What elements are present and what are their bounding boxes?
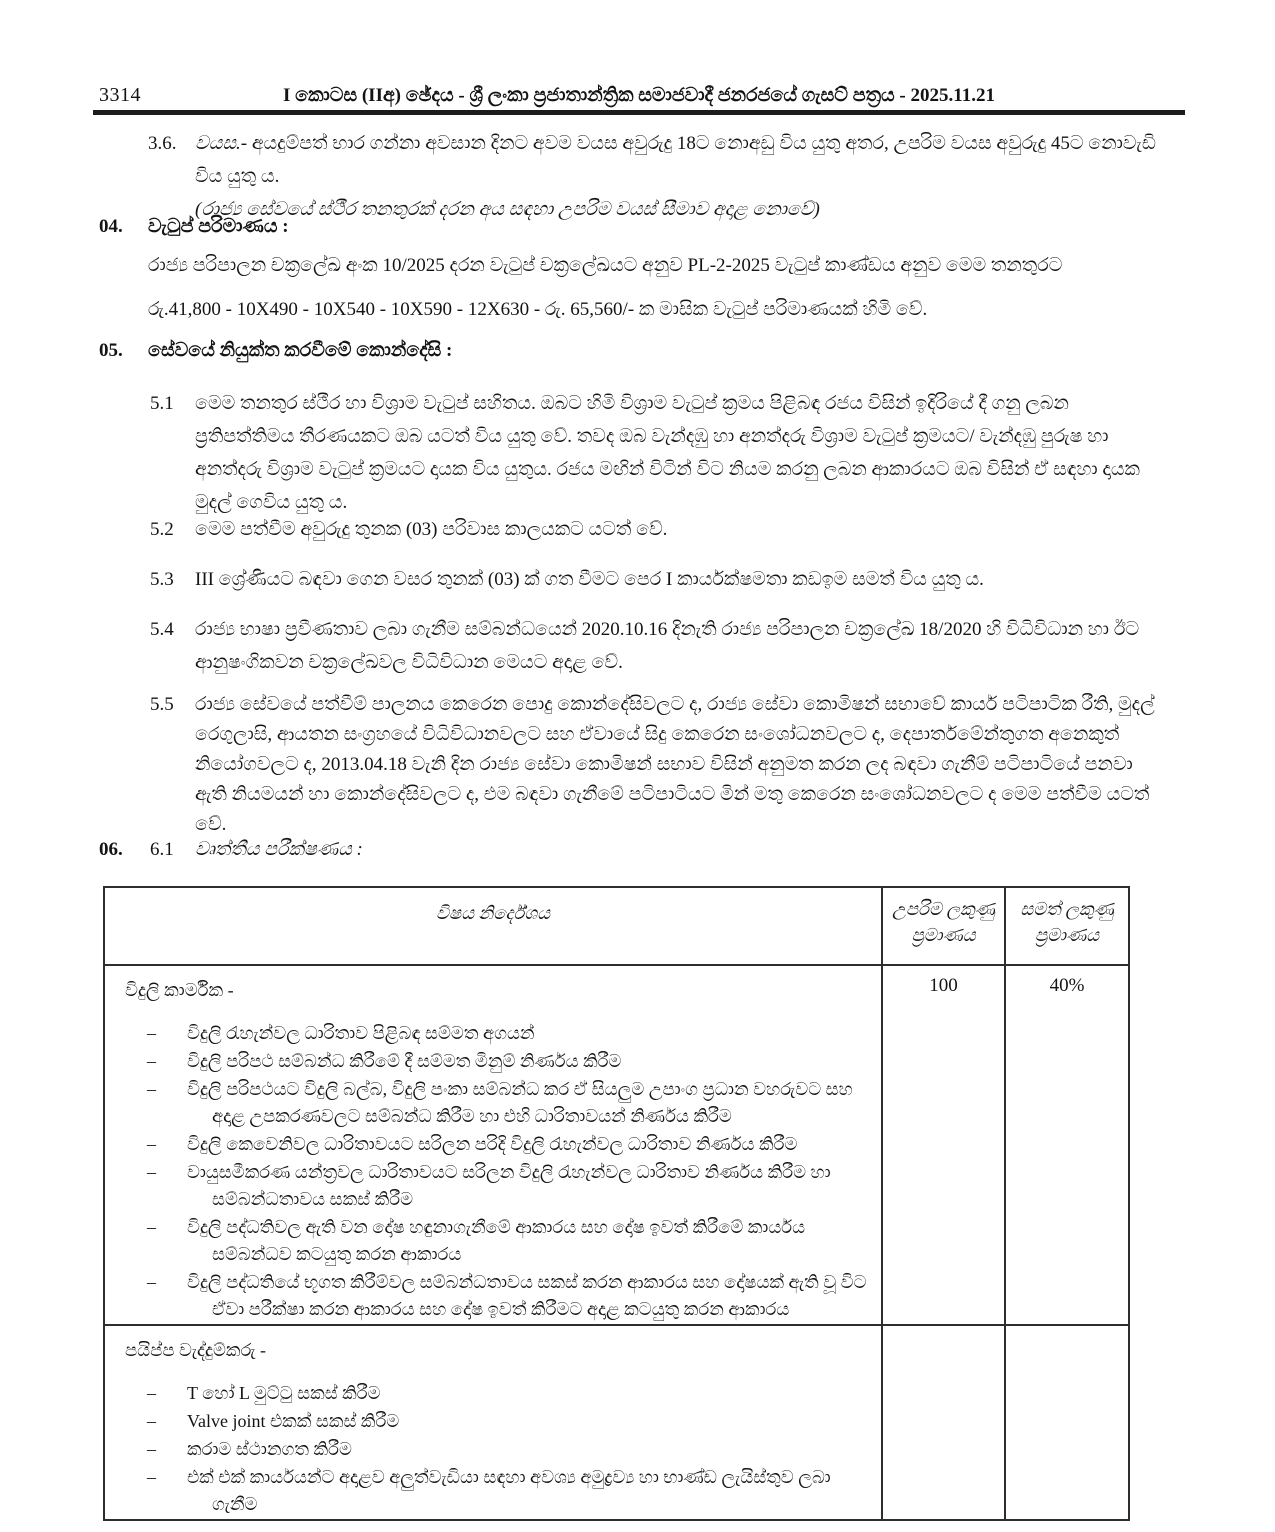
plumber-syllabus-cell	[104, 1325, 882, 1520]
table-row-electrician	[104, 965, 1129, 1325]
dash-marker: –	[147, 1272, 156, 1292]
syllabus-item: – Valve joint එකක් සකස් කිරීම	[105, 1408, 875, 1435]
condition-5-3	[150, 563, 1166, 596]
condition-5-3-number: 5.3	[150, 569, 174, 590]
table-row-plumber	[104, 1325, 1129, 1520]
syllabus-table	[103, 886, 1130, 1521]
condition-5-5-text: රාජ්‍ය සේවයේ පත්වීම් පාලනය කෙරෙන පොදු කොන්දේසිවලට ද, රාජ්‍ය සේවා කොමිෂන් සභාවේ කාර්ය පටිපාටික රීති, මුදල් රෙගුලාසි, ආයතන සංග්‍රහයේ විධිවිධානවලට සහ ඒවායේ සිදු කෙරෙන සංශෝධනවලට ද, දෙපාර්තමේන්තුගත අනෙකුත් නියෝගවලට ද, 2013.04.18 වැනි දින රාජ්‍ය සේවා කොමිෂන් සභාව විසින් අනුමත කරන ලද බඳවා ගැනීම් පටිපාටියේ පනවා ඇති නියමයන් හා කොන්දේසිවලට ද, එම බඳවා ගැනීමේ පටිපාටියට මින් මතු කෙරෙන සංශෝධනවලට ද මෙම පත්වීම යටත් වේ.	[195, 694, 1155, 835]
pass-marks-value: 40%	[1005, 965, 1129, 1325]
dash-marker: –	[147, 1051, 156, 1071]
condition-5-5	[150, 690, 1166, 840]
syllabus-item: – විදුලි පරිපථ සම්බන්ධ කිරීමේ දී සම්මත මිනුම් නිර්ණය කිරීම	[105, 1048, 875, 1075]
syllabus-item: – කරාම ස්ථානගත කිරීම	[105, 1436, 875, 1463]
condition-5-2-number: 5.2	[150, 519, 174, 540]
table-header-row	[104, 887, 1129, 965]
max-marks-value: 100	[882, 965, 1005, 1325]
dash-marker: –	[147, 1467, 156, 1487]
clause-3-6-text: අයදුම්පත් භාර ගන්නා අවසාන දිනට අවම වයස අවුරුදු 18ට නොඅඩු විය යුතු අතර, උපරිම වයස අවුරුදු 45ට නොවැඩි විය යුතු ය.	[195, 133, 1156, 187]
condition-5-2-text: මෙම පත්වීම අවුරුදු තුනක (03) පරිවාස කාලයකට යටත් වේ.	[195, 519, 668, 540]
professional-test-title: වෘත්තීය පරීක්ෂණය :	[195, 839, 363, 860]
section-05-number: 05.	[99, 340, 123, 361]
section-06-sub-number: 6.1	[150, 839, 174, 860]
condition-5-2	[150, 513, 1166, 546]
clause-3-6-lead: වයස.-	[195, 133, 248, 154]
dash-marker: –	[147, 1162, 156, 1182]
column-header-pass-marks: සමත් ලකුණු ප්‍රමාණය	[1005, 887, 1129, 965]
column-header-subject: විෂය නිර්දේශය	[104, 887, 882, 965]
syllabus-item: – වායුසමීකරණ යන්ත්‍රවල ධාරිතාවයට සරිලන විදුලි රැහැන්වල ධාරිතාව නිර්ණය කිරීම හා සම්බන්ධතාවය සකස් කිරීම	[105, 1159, 875, 1213]
pass-marks-value	[1005, 1325, 1129, 1520]
dash-marker: –	[147, 1079, 156, 1099]
dash-marker: –	[147, 1023, 156, 1043]
page-number: 3314	[99, 84, 141, 106]
condition-5-4-text: රාජ්‍ය භාෂා ප්‍රවීණතාව ලබා ගැනීම සම්බන්ධයෙන් 2020.10.16 දිනැති රාජ්‍ය පරිපාලන චක්‍රලේඛ 18/2020 හි විධිවිධාන හා ඊට ආනුෂංගිකවන චක්‍රලේඛවල විධිවිධාන මෙයට අදාළ වේ.	[195, 619, 1140, 673]
condition-5-1-text: මෙම තනතුර ස්ථීර හා විශ්‍රාම වැටුප් සහිතය. ඔබට හිමි විශ්‍රාම වැටුප් ක්‍රමය පිළිබඳ රජය විසින් ඉදිරියේ දී ගනු ලබන ප්‍රතිපත්තිමය තීරණයකට ඔබ යටත් විය යුතු වේ. තවද ඔබ වැන්දඹු හා අනත්දරු විශ්‍රාම වැටුප් ක්‍රමයට/ වැන්දඹු පුරුෂ හා අනත්දරු විශ්‍රාම වැටුප් ක්‍රමයට දායක විය යුතුය. රජය මඟින් විටින් විට නියම කරනු ලබන ආකාරයට ඔබ විසින් ඒ සඳහා දායක මුදල් ගෙවිය යුතු ය.	[195, 393, 1140, 513]
clause-3-6-body	[195, 127, 1164, 226]
clause-3-6-number: 3.6.	[148, 133, 177, 154]
condition-5-1-number: 5.1	[150, 393, 174, 414]
header-double-rule	[93, 110, 1185, 115]
syllabus-item: – විදුලි පරිපථයට විදුලි බල්බ, විදුලි පංකා සම්බන්ධ කර ඒ සියලුම උපාංග ප්‍රධාන වහරුවට සහ අදාළ උපකරණවලට සම්බන්ධ කිරීම හා එහි ධාරිතාවයන් නිර්ණය කිරීම	[105, 1076, 875, 1130]
condition-5-5-number: 5.5	[150, 694, 174, 715]
max-marks-value	[882, 1325, 1005, 1520]
syllabus-item: – T හෝ L මුට්ටු සකස් කිරීම	[105, 1380, 875, 1407]
dash-marker: –	[147, 1383, 156, 1403]
dash-marker: –	[147, 1217, 156, 1237]
condition-5-1	[150, 387, 1166, 519]
electrician-syllabus-cell	[104, 965, 882, 1325]
gazette-header-title: I කොටස (IIඅ) ඡේදය - ශ්‍රී ලංකා ප්‍රජාතාන්ත්‍රික සමාජවාදී ජනරජයේ ගැසට් පත්‍රය - 2025.11.21	[283, 85, 995, 106]
section-06-number: 06.	[99, 839, 123, 860]
syllabus-item: – විදුලි පද්ධතියේ භූගත කිරීම්වල සම්බන්ධතාවය සකස් කරන ආකාරය සහ දෝෂයක් ඇති වූ විට ඒවා පරීක්ෂා කරන ආකාරය සහ දෝෂ ඉවත් කිරීමට අදාළ කටයුතු කරන ආකාරය	[105, 1269, 875, 1323]
salary-circular-paragraph: රාජ්‍ය පරිපාලන චක්‍රලේඛ අංක 10/2025 දරන වැටුප් චක්‍රලේඛයට අනුව PL-2-2025 වැටුප් කාණ්ඩය අනුව මෙම තනතුරට	[148, 255, 1063, 276]
salary-scale-paragraph: රු.41,800 - 10X490 - 10X540 - 10X590 - 12X630 - රු. 65,560/- ක මාසික වැටුප් පරිමාණයක් හිමි වේ.	[148, 299, 928, 320]
condition-5-3-text: III ශ්‍රේණියට බඳවා ගෙන වසර තුනක් (03) ක් ගත වීමට පෙර I කාර්යක්ෂමතා කඩඉම සමත් විය යුතු ය.	[195, 569, 984, 590]
dash-marker: –	[147, 1134, 156, 1154]
section-04-title: වැටුප් පරිමාණය :	[148, 216, 289, 237]
clause-3-6-note: (රාජ්‍ය සේවයේ ස්ථීර තනතුරක් දරන අය සඳහා උපරිම වයස් සීමාව අදාළ නොවේ)	[195, 199, 820, 220]
clause-3-6	[148, 127, 1164, 226]
dash-marker: –	[147, 1411, 156, 1431]
condition-5-4-number: 5.4	[150, 619, 174, 640]
syllabus-item: – එක් එක් කාර්යයන්ට අදාළව අලුත්වැඩියා සඳහා අවශ්‍ය අමුද්‍රව්‍ය හා භාණ්ඩ ලැයිස්තුව ලබා ගැනීම	[105, 1464, 875, 1518]
trade-title: විදුලි කාර්මික -	[125, 980, 234, 1000]
section-04-number: 04.	[99, 216, 123, 237]
syllabus-item: – විදුලි පද්ධතිවල ඇති වන දෝෂ හඳුනාගැනීමේ ආකාරය සහ දෝෂ ඉවත් කිරීමේ කාර්යය සම්බන්ධව කටයුතු කරන ආකාරය	[105, 1214, 875, 1268]
column-header-max-marks: උපරිම ලකුණු ප්‍රමාණය	[882, 887, 1005, 965]
section-05-title: සේවයේ නියුක්ත කරවීමේ කොන්දේසි :	[148, 340, 453, 361]
syllabus-item: – විදුලි කෙවෙනිවල ධාරිතාවයට සරිලන පරිදි විදුලි රැහැන්වල ධාරිතාව නිර්ණය කිරීම	[105, 1131, 875, 1158]
syllabus-item: – විදුලි රැහැන්වල ධාරිතාව පිළිබඳ සම්මත අගයන්	[105, 1020, 875, 1047]
condition-5-4	[150, 613, 1166, 679]
dash-marker: –	[147, 1439, 156, 1459]
trade-title: පයිප්ප වැද්දුම්කරු -	[125, 1340, 267, 1360]
